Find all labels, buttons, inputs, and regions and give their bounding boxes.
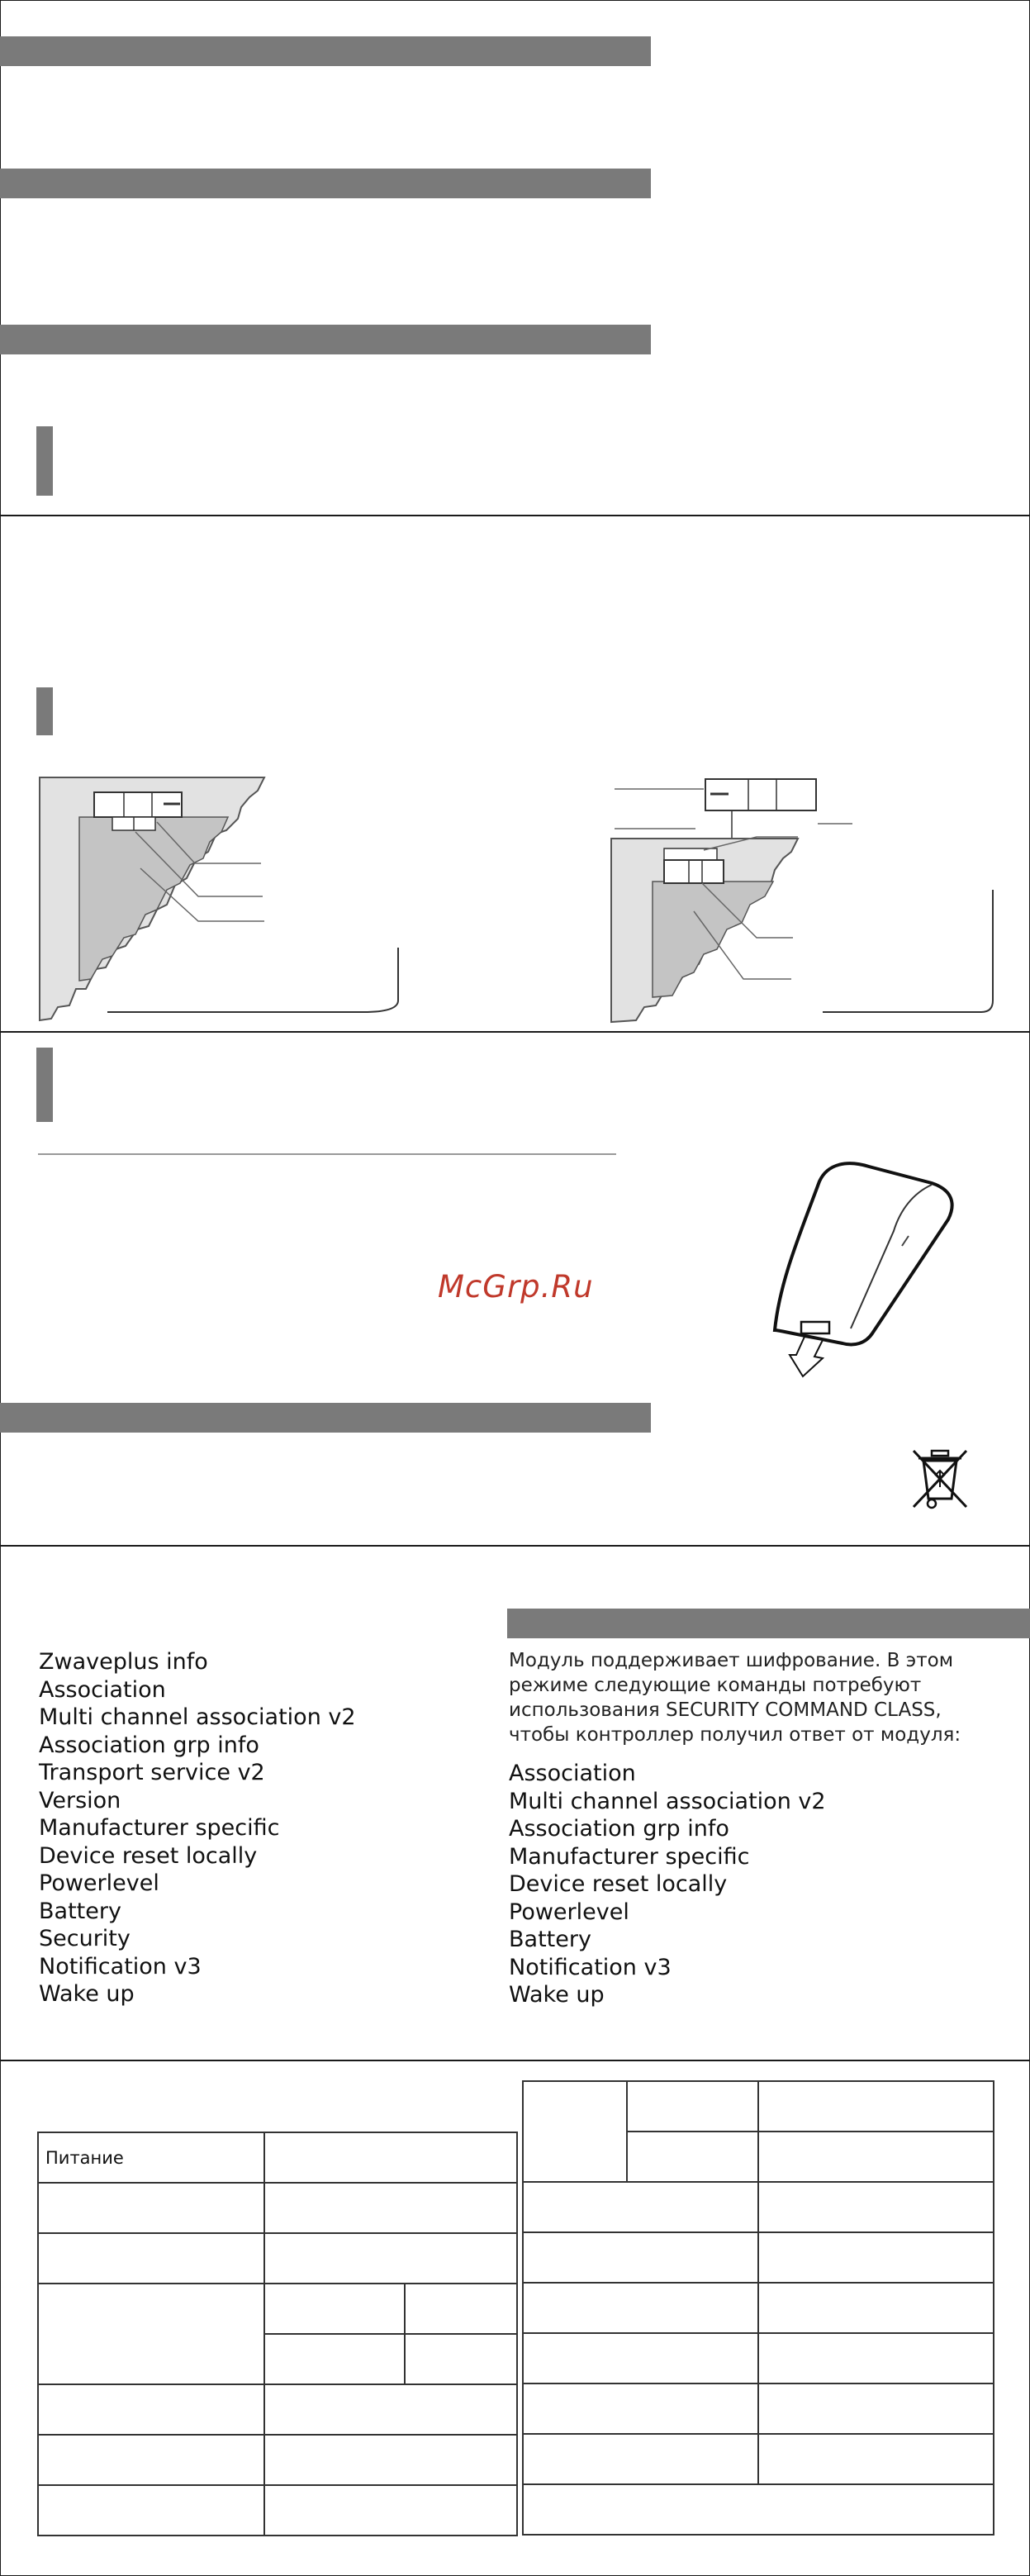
section-header-bar-2 xyxy=(0,169,651,198)
list-item: Device reset locally xyxy=(39,1842,258,1869)
battery-cover-illustration xyxy=(768,1157,958,1380)
spec-value xyxy=(758,2132,994,2182)
list-item: Battery xyxy=(509,1927,591,1952)
list-item: Security xyxy=(39,1926,131,1951)
spec-label xyxy=(38,2183,264,2233)
list-item: Association grp info xyxy=(39,1732,259,1758)
list-item: Version xyxy=(39,1787,121,1813)
section-header-bar-1 xyxy=(0,36,651,66)
security-description: Модуль поддерживает шифрование. В этом режиме следующие команды потребуют использования SECURITY COMMAND CLASS, чтобы контроллер получил ответ от модуля: xyxy=(509,1650,961,1746)
spec-label xyxy=(523,2283,758,2333)
spec-sublabel xyxy=(627,2132,758,2182)
spec-value xyxy=(264,2485,517,2536)
section-divider-4 xyxy=(0,2060,1030,2061)
spec-value xyxy=(758,2384,994,2434)
list-item: Notification v3 xyxy=(39,1953,202,1980)
spec-label xyxy=(523,2232,758,2283)
spec-value xyxy=(264,2233,517,2284)
list-item: Association grp info xyxy=(509,1816,729,1842)
spec-sublabel xyxy=(627,2081,758,2132)
list-item: Transport service v2 xyxy=(39,1760,265,1785)
spec-value xyxy=(405,2334,517,2384)
spec-value xyxy=(264,2284,404,2334)
text-underline xyxy=(38,1153,616,1155)
spec-value xyxy=(264,2435,517,2485)
list-item: Wake up xyxy=(39,1981,135,2007)
watermark-text: McGrp.Ru xyxy=(438,1269,594,1305)
list-item: Zwaveplus info xyxy=(39,1649,208,1675)
spec-label xyxy=(38,2485,264,2536)
list-item: Device reset locally xyxy=(509,1871,728,1897)
spec-label xyxy=(523,2384,758,2434)
list-item: Association xyxy=(39,1676,166,1703)
spec-label-power: Питание xyxy=(38,2132,264,2183)
spec-value xyxy=(758,2182,994,2232)
spec-value xyxy=(264,2183,517,2233)
specs-table-right xyxy=(522,2080,994,2536)
spec-label xyxy=(38,2435,264,2485)
spec-value xyxy=(758,2434,994,2484)
spec-value xyxy=(264,2384,517,2435)
mounting-diagram-mounted xyxy=(611,772,999,1020)
section-divider-3 xyxy=(0,1545,1030,1547)
subsection-marker-3 xyxy=(36,1048,53,1122)
spec-value xyxy=(758,2232,994,2283)
spec-value-wide xyxy=(523,2484,994,2535)
spec-value xyxy=(405,2284,517,2334)
list-item: Manufacturer specific xyxy=(509,1843,750,1870)
spec-value xyxy=(758,2333,994,2384)
spec-label xyxy=(523,2081,627,2182)
subsection-marker-2 xyxy=(36,687,53,735)
spec-value xyxy=(264,2132,517,2183)
spec-value xyxy=(758,2283,994,2333)
spec-value xyxy=(758,2081,994,2132)
list-item: Powerlevel xyxy=(509,1899,629,1925)
section-header-bar-4 xyxy=(0,1403,651,1433)
mounting-diagram-corner xyxy=(33,772,413,1020)
list-item: Association xyxy=(509,1761,636,1786)
spec-label xyxy=(523,2434,758,2484)
list-item: Manufacturer specific xyxy=(39,1815,280,1841)
list-item: Multi channel association v2 xyxy=(39,1704,356,1730)
security-header-bar xyxy=(507,1609,1030,1638)
spec-value xyxy=(264,2334,404,2384)
list-item: Powerlevel xyxy=(39,1870,159,1896)
spec-label xyxy=(38,2384,264,2435)
weee-recycle-bin-icon xyxy=(910,1447,970,1512)
section-divider-1 xyxy=(0,515,1030,516)
command-class-list xyxy=(39,1648,356,2008)
security-command-list xyxy=(509,1760,826,2009)
spec-label xyxy=(523,2182,758,2232)
specs-table-left xyxy=(37,2132,518,2536)
spec-label xyxy=(38,2233,264,2284)
list-item: Battery xyxy=(39,1898,121,1924)
subsection-marker-1 xyxy=(36,426,53,496)
list-item: Multi channel association v2 xyxy=(509,1788,826,1814)
section-header-bar-3 xyxy=(0,325,651,354)
section-divider-2 xyxy=(0,1031,1030,1033)
list-item: Wake up xyxy=(509,1982,605,2008)
list-item: Notification v3 xyxy=(509,1954,672,1980)
spec-label xyxy=(523,2333,758,2384)
spec-label xyxy=(38,2284,264,2384)
